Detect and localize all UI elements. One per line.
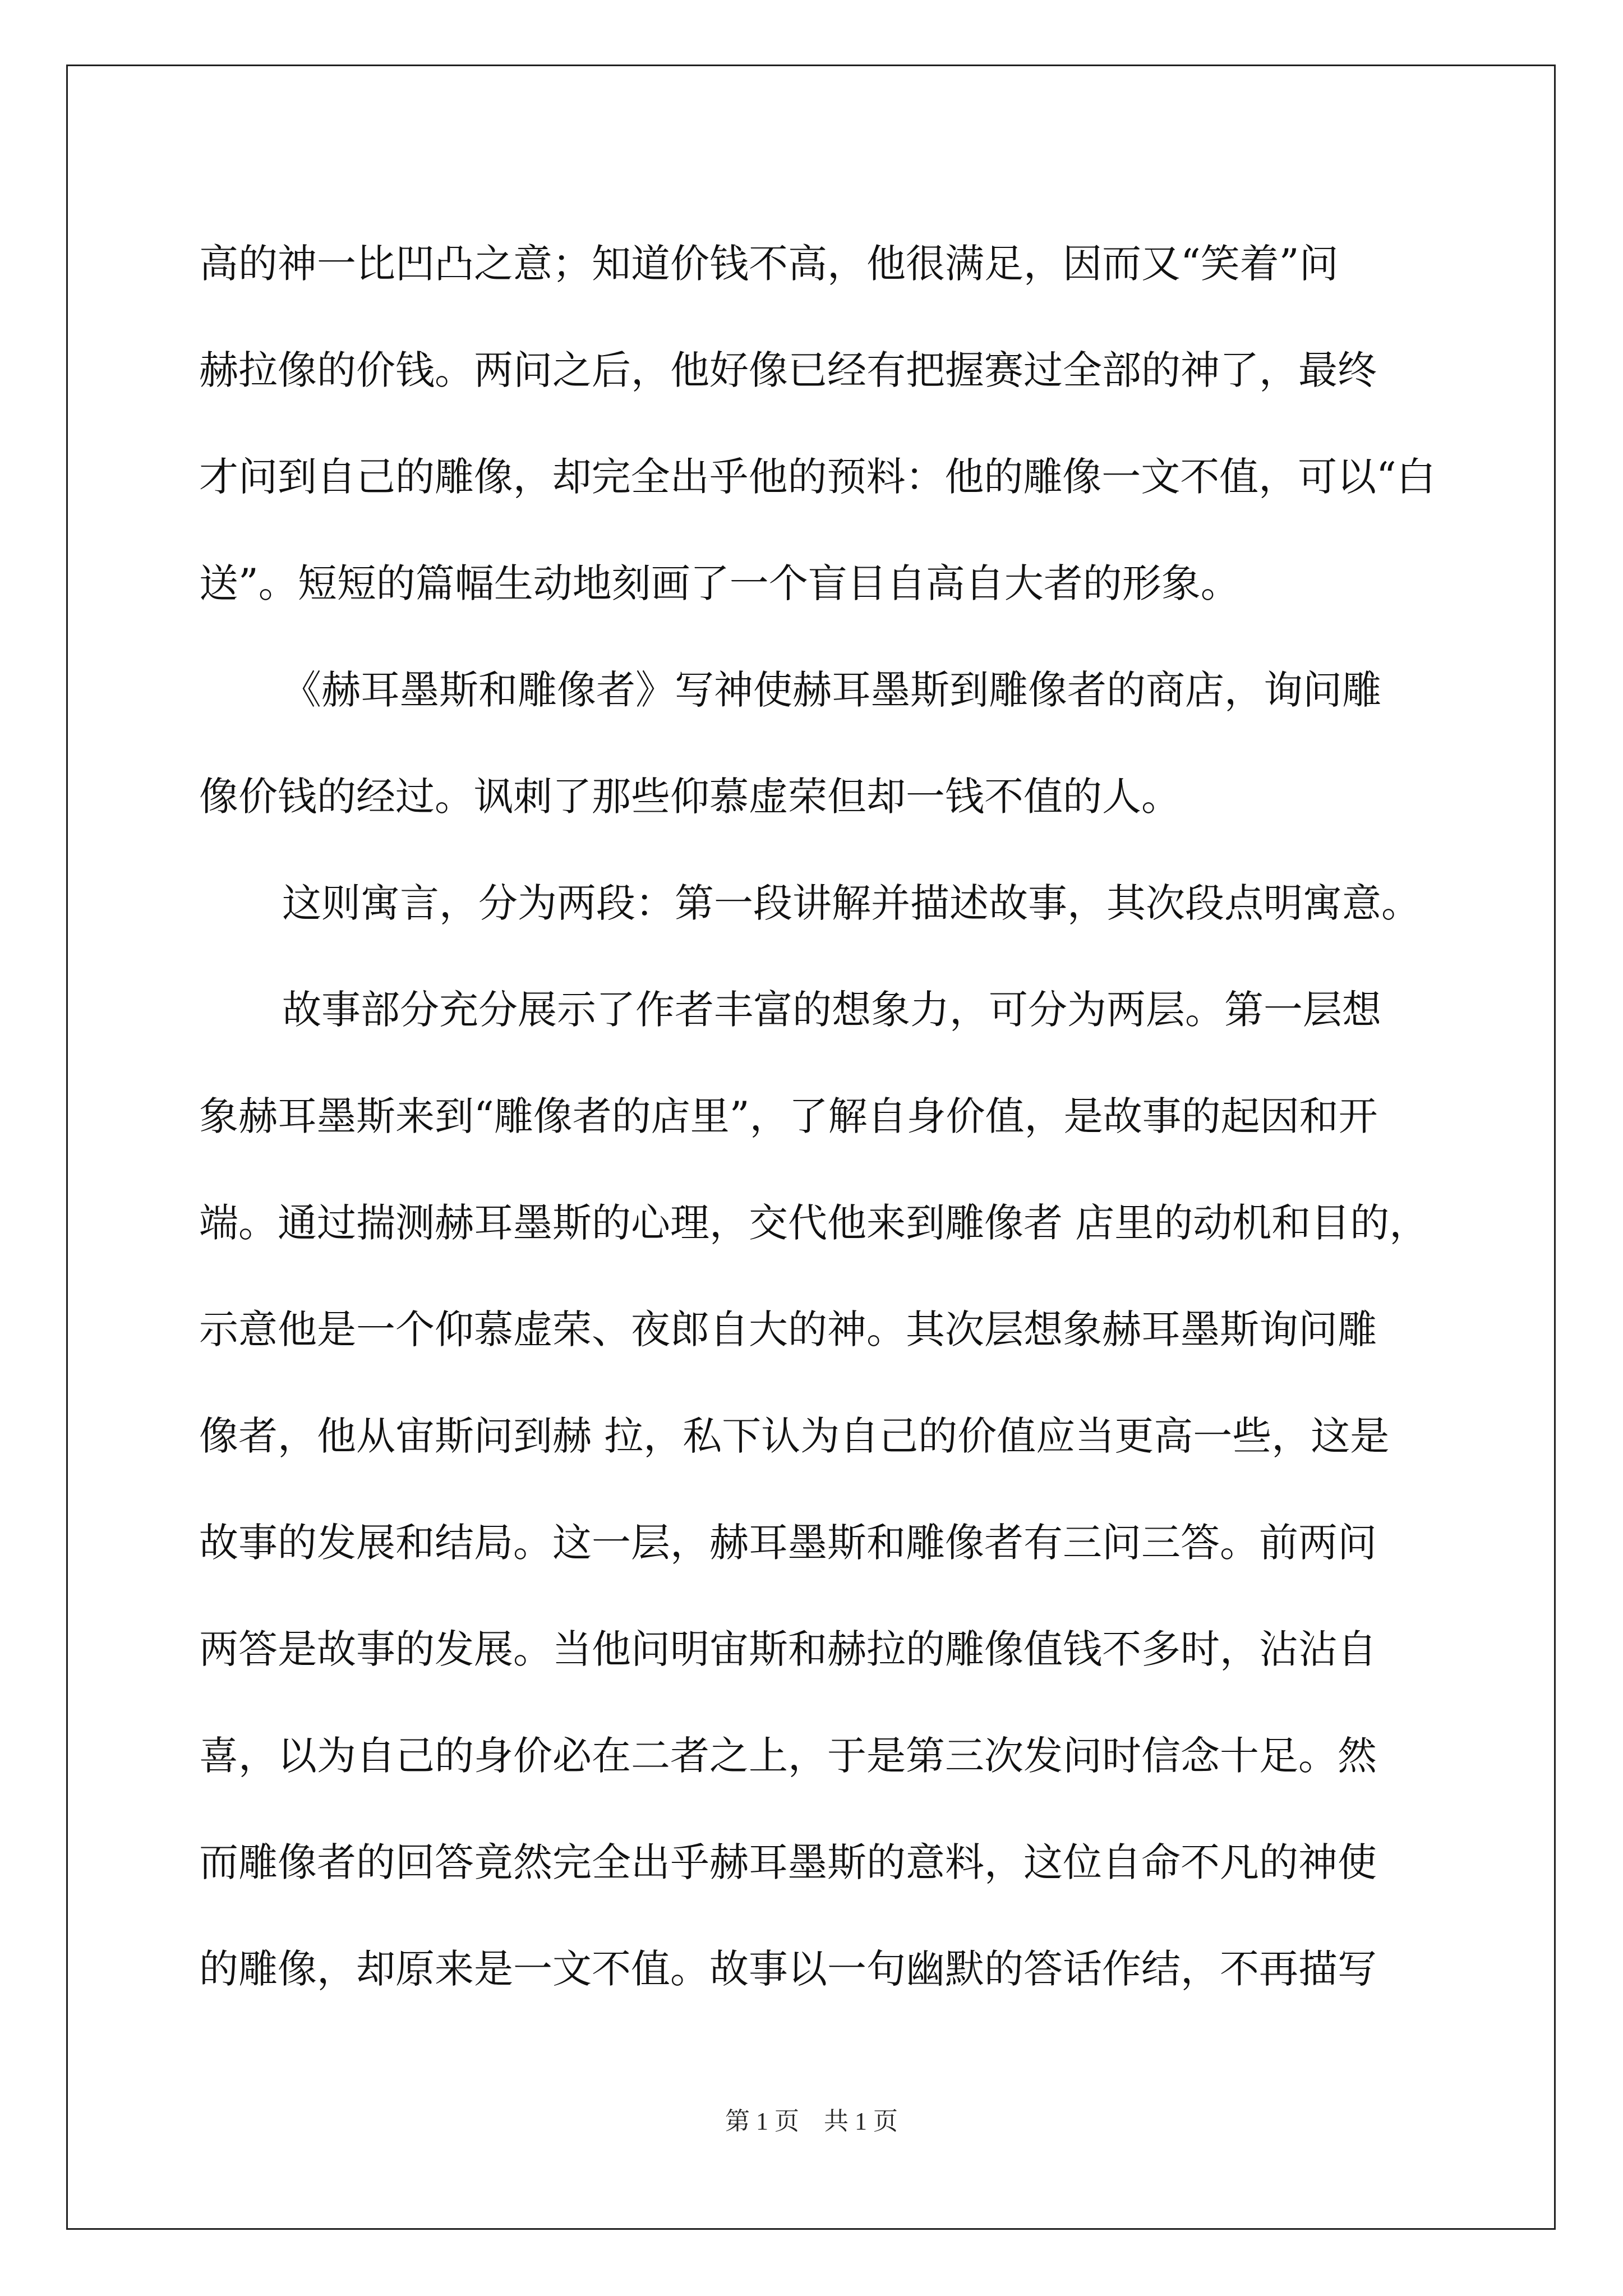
text-line: 送”。短短的篇幅生动地刻画了一个盲目自高自大者的形象。	[199, 560, 1240, 606]
document-body	[199, 210, 1436, 2022]
text-line: 赫拉像的价钱。两问之后，他好像已经有把握赛过全部的神了，最终	[199, 347, 1377, 393]
paragraph-first-line: 《赫耳墨斯和雕像者》写神使赫耳墨斯到雕像者的商店，询问雕	[282, 667, 1381, 713]
paragraph-first-line: 这则寓言，分为两段：第一段讲解并描述故事，其次段点明寓意。	[282, 880, 1421, 926]
text-line: 高的神一比凹凸之意；知道价钱不高，他很满足，因而又“笑着”问	[199, 241, 1339, 287]
text-line: 端。通过揣测赫耳墨斯的心理，交代他来到雕像者 店里的动机和目的，	[199, 1200, 1429, 1246]
text-line: 故事的发展和结局。这一层，赫耳墨斯和雕像者有三问三答。前两问	[199, 1520, 1377, 1566]
text-line: 示意他是一个仰慕虚荣、夜郎自大的神。其次层想象赫耳墨斯询问雕	[199, 1306, 1377, 1352]
text-line: 才问到自己的雕像，却完全出乎他的预料：他的雕像一文不值，可以“白	[199, 454, 1436, 500]
text-line: 像价钱的经过。讽刺了那些仰慕虚荣但却一钱不值的人。	[199, 774, 1181, 820]
page-number-footer: 第 1 页 共 1 页	[725, 2108, 898, 2135]
text-line: 象赫耳墨斯来到“雕像者的店里”，了解自身价值，是故事的起因和开	[199, 1093, 1378, 1139]
text-line: 两答是故事的发展。当他问明宙斯和赫拉的雕像值钱不多时，沾沾自	[199, 1626, 1377, 1672]
text-line: 喜，以为自己的身价必在二者之上，于是第三次发问时信念十足。然	[199, 1733, 1377, 1779]
text-line: 而雕像者的回答竟然完全出乎赫耳墨斯的意料，这位自命不凡的神使	[199, 1839, 1377, 1885]
text-line: 像者，他从宙斯问到赫 拉，私下认为自己的价值应当更高一些，这是	[199, 1413, 1390, 1459]
paragraph-first-line: 故事部分充分展示了作者丰富的想象力，可分为两层。第一层想	[282, 987, 1381, 1033]
text-line: 的雕像，却原来是一文不值。故事以一句幽默的答话作结，不再描写	[199, 1946, 1377, 1992]
